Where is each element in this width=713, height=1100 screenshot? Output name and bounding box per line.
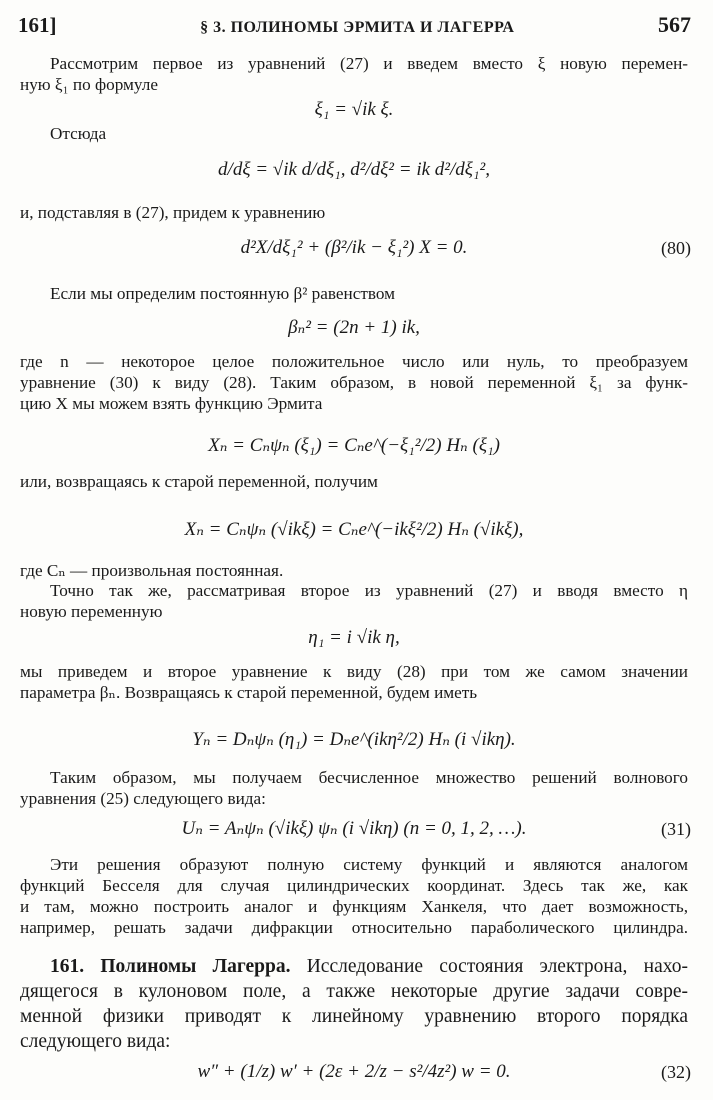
equation-number: (32)	[661, 1062, 691, 1082]
paragraph-line: следующего вида:	[20, 1031, 171, 1052]
equation-Xn-2: Xₙ = Cₙψₙ (√ikξ) = Cₙe^(−ikξ²/2) Hₙ (√ikξ),	[184, 519, 524, 540]
page-number: 567	[657, 12, 691, 37]
equation-80: d²X/dξ₁² + (β²/ik − ξ₁²) X = 0.	[240, 237, 468, 258]
running-title: § 3. ПОЛИНОМЫ ЭРМИТА И ЛАГЕРРА	[200, 19, 515, 36]
equation-number: (31)	[661, 819, 691, 839]
paragraph-line: цию X мы можем взять функцию Эрмита	[20, 394, 323, 413]
equation-31: Uₙ = Aₙψₙ (√ikξ) ψₙ (i √ikη) (n = 0, 1, 2, …).	[181, 818, 527, 839]
paragraph-line: менной физики приводят к линейному уравнению второго порядка	[20, 1006, 688, 1027]
section-heading: 161. Полиномы Лагерра.	[50, 956, 291, 977]
paragraph-line: мы приведем и второе уравнение к виду (28) при том же самом значении	[20, 662, 688, 681]
paragraph-line: например, решать задачи дифракции относительно параболического цилиндра.	[20, 918, 688, 937]
section-ref: 161]	[18, 13, 57, 37]
paragraph-line: Отсюда	[50, 124, 107, 143]
paragraph-line: функций Бесселя для случая цилиндрических координат. Здесь так же, как	[20, 876, 688, 895]
paragraph-line: новую переменную	[20, 602, 163, 621]
paragraph-line: параметра βₙ. Возвращаясь к старой переменной, будем иметь	[20, 683, 478, 702]
equation-beta: βₙ² = (2n + 1) ik,	[288, 317, 420, 338]
paragraph-line: или, возвращаясь к старой переменной, получим	[20, 472, 378, 491]
running-header	[18, 12, 691, 40]
equation-Xn-1: Xₙ = Cₙψₙ (ξ₁) = Cₙe^(−ξ₁²/2) Hₙ (ξ₁)	[208, 435, 500, 456]
paragraph-line: и там, можно построить аналог и функциям Ханкеля, что дает возможность,	[20, 897, 688, 916]
paragraph-line: ную ξ₁ по формуле	[20, 75, 158, 94]
paragraph-line: Таким образом, мы получаем бесчисленное множество решений волнового	[50, 768, 688, 787]
equation-eta1: η₁ = i √ik η,	[308, 627, 400, 648]
paragraph-line: и, подставляя в (27), придем к уравнению	[20, 203, 326, 222]
paragraph-line: Рассмотрим первое из уравнений (27) и введем вместо ξ новую перемен-	[50, 54, 688, 73]
paragraph-line: где Cₙ — произвольная постоянная.	[20, 561, 284, 580]
paragraph-line: уравнения (25) следующего вида:	[20, 789, 266, 808]
paragraph-line: дящегося в кулоновом поле, а также некоторые другие задачи совре-	[20, 981, 688, 1002]
equation-derivatives: d/dξ = √ik d/dξ₁, d²/dξ² = ik d²/dξ₁²,	[218, 159, 490, 180]
paragraph-line: Если мы определим постоянную β² равенством	[50, 284, 395, 303]
paragraph-line: Точно так же, рассматривая второе из уравнений (27) и вводя вместо η	[50, 581, 688, 600]
paragraph-line: Эти решения образуют полную систему функций и являются аналогом	[50, 855, 688, 874]
equation-xi1: ξ₁ = √ik ξ.	[314, 99, 394, 120]
equation-number: (80)	[661, 238, 691, 258]
equation-32: w″ + (1/z) w′ + (2ε + 2/z − s²/4z²) w = 0.	[197, 1061, 511, 1082]
section-text: Исследование состояния электрона, нахо-	[290, 956, 688, 977]
section-161-first-line	[50, 955, 688, 979]
paragraph-line: уравнение (30) к виду (28). Таким образом, в новой переменной ξ₁ за функ-	[20, 373, 688, 392]
paragraph-line: где n — некоторое целое положительное число или нуль, то преобразуем	[20, 352, 688, 371]
equation-Yn: Yₙ = Dₙψₙ (η₁) = Dₙe^(ikη²/2) Hₙ (i √ikη).	[192, 729, 516, 750]
